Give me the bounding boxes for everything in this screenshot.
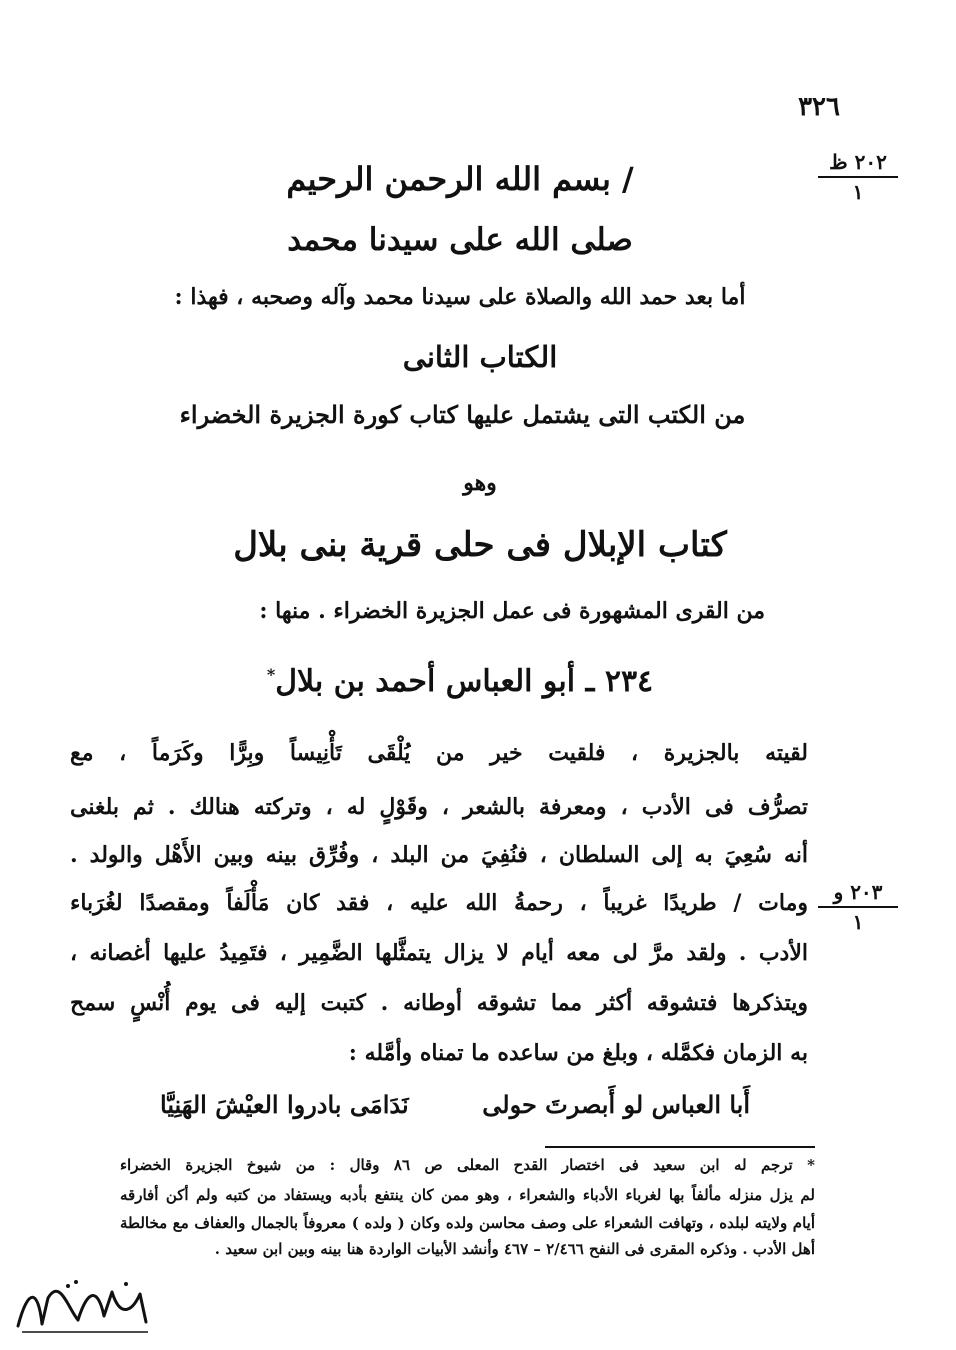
footnote-line-1: * ترجم له ابن سعيد فى اختصار القدح المعلى ص ٨٦ وقال : من شيوخ الجزيرة الخضراء — [120, 1156, 815, 1174]
book-title: الكتاب الثانى — [402, 340, 558, 374]
body-line-1: لقيته بالجزيرة ، فلقيت خير من يُلْقَى تَأْنِيساً وبِرًّا وكَرَماً ، مع — [70, 740, 808, 766]
footnote-line-3: أيام ولايته لبلده ، وتهافت الشعراء على وصف محاسن ولده وكان ( ولده ) معروفاً بالجمال والعفاف مع مخالطة — [120, 1214, 815, 1232]
footnote-line-4: أهل الأدب . وذكره المقرى فى النفح ٢/٤٦٦ – ٤٦٧ وأنشد الأبيات الواردة هنا بينه وبين ابن سعيد . — [214, 1240, 815, 1258]
connector-wahuwa: وهو — [463, 470, 497, 496]
entry-name: أبو العباس أحمد بن بلال — [275, 664, 576, 699]
entry-dash: ـ — [585, 664, 595, 699]
page-number: ٣٢٦ — [798, 92, 840, 122]
margin-folio-ref-1-top: ٢٠٢ ظ — [818, 150, 898, 178]
footnote-marker: * — [266, 665, 276, 684]
footnote-divider — [545, 1146, 815, 1148]
poem-hemistich-1: أَبا العباس لو أَبصرتَ حولى — [482, 1090, 750, 1119]
poem-hemistich-2: نَدَامَى بادروا العيْشَ الهَنِيَّا — [160, 1090, 409, 1119]
margin-folio-ref-2-top: ٢٠٣ و — [818, 880, 898, 908]
body-line-5: الأدب . ولقد مرَّ لى معه أيام لا يزال يتمثَّلها الضَّمِير ، فتَمِيدُ عليها أغصانه ، — [70, 940, 808, 966]
margin-folio-ref-1 — [818, 150, 898, 204]
library-stamp-logo — [8, 1268, 158, 1338]
margin-folio-ref-2-bottom: ١ — [852, 910, 864, 934]
body-line-6: ويتذكرها فتشوقه أكثر مما تشوقه أوطانه . كتبت إليه فى يوم أُنْسٍ سمح — [70, 990, 808, 1016]
basmala: / بسم الله الرحمن الرحيم — [286, 160, 634, 198]
book-name-heading: كتاب الإبلال فى حلى قرية بنى بلال — [233, 525, 727, 565]
body-line-3: أنه سُعِيَ به إلى السلطان ، فنُفِيَ من البلد ، وفُرِّق بينه وبين الأَهْل والولد . — [70, 842, 808, 868]
entry-number: ٢٣٤ — [604, 664, 654, 699]
intro-line: أما بعد حمد الله والصلاة على سيدنا محمد وآله وصحبه ، فهذا : — [174, 284, 746, 310]
poem-verse — [160, 1090, 750, 1119]
salawat-line: صلى الله على سيدنا محمد — [287, 222, 633, 258]
margin-folio-ref-1-bottom: ١ — [852, 180, 864, 204]
book-description: من الكتب التى يشتمل عليها كتاب كورة الجزيرة الخضراء — [179, 400, 746, 429]
body-line-4: ومات / طريدًا غريباً ، رحمةُ الله عليه ، فقد كان مَأْلَفاً ومقصدًا لغُرَباء — [70, 890, 808, 916]
margin-folio-ref-2 — [818, 880, 898, 934]
footnote-line-2: لم يزل منزله مألفاً بها لغرباء الأدباء والشعراء ، وهو ممن كان ينتفع بأدبه ويستفاد من كتبه ولم أكن أفارقه — [120, 1186, 815, 1204]
body-line-2: تصرُّف فى الأدب ، ومعرفة بالشعر ، وقَوْلٍ له ، وتركته هنالك . ثم بلغنى — [70, 794, 808, 820]
villages-intro: من القرى المشهورة فى عمل الجزيرة الخضراء . منها : — [259, 598, 765, 624]
entry-heading — [230, 664, 690, 699]
body-line-7: به الزمان فكمَّله ، وبلغ من ساعده ما تمناه وأمَّله : — [348, 1040, 808, 1066]
